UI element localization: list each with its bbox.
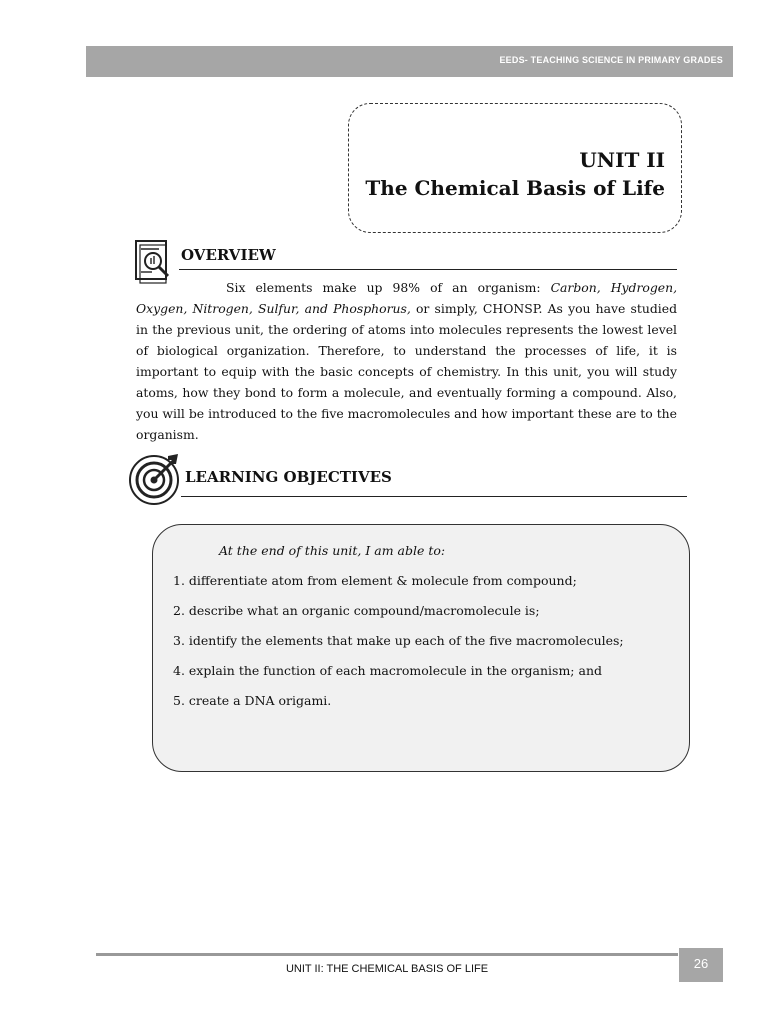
- overview-rule: [179, 269, 677, 270]
- objective-item: 3. identify the elements that make up each of the five macromolecules;: [173, 633, 624, 648]
- objective-item: 5. create a DNA origami.: [173, 693, 332, 708]
- overview-elements: Carbon, Hydrogen, Oxygen, Nitrogen, Sulfur, and Phosphorus,: [136, 280, 678, 316]
- overview-text-part2: or simply, CHONSP. As you have studied in the previous unit, the ordering of atoms into molecules represents the lowest level of biological organization. Therefore, to understand the processes of life, it is important to equip with the basic concepts of chemistry. In this unit, you will study atoms, how they bond to form a molecule, and eventually forming a compound. Also, you will be introduced to the five macromolecules and how important these are to the organism.: [136, 301, 678, 442]
- objectives-box: [152, 524, 690, 772]
- objective-item: 4. explain the function of each macromolecule in the organism; and: [173, 663, 602, 678]
- unit-title: The Chemical Basis of Life: [365, 176, 665, 200]
- overview-heading: OVERVIEW: [181, 246, 276, 264]
- objective-item: 2. describe what an organic compound/macromolecule is;: [173, 603, 540, 618]
- footer-rule: [96, 953, 678, 956]
- overview-paragraph: [136, 277, 677, 445]
- overview-text-part1: Six elements make up 98% of an organism:: [226, 280, 551, 295]
- footer-title: UNIT II: THE CHEMICAL BASIS OF LIFE: [285, 963, 489, 975]
- page-number: 26: [679, 948, 723, 982]
- course-title: EEDS- TEACHING SCIENCE IN PRIMARY GRADES: [499, 55, 723, 65]
- header-bar: [86, 46, 733, 77]
- objectives-heading: LEARNING OBJECTIVES: [185, 468, 392, 486]
- unit-number: UNIT II: [579, 148, 665, 172]
- unit-title-box: [348, 103, 682, 233]
- objective-item: 1. differentiate atom from element & molecule from compound;: [173, 573, 577, 588]
- objectives-rule: [181, 496, 687, 497]
- target-arrow-icon: [128, 452, 184, 506]
- objectives-intro: At the end of this unit, I am able to:: [219, 543, 446, 558]
